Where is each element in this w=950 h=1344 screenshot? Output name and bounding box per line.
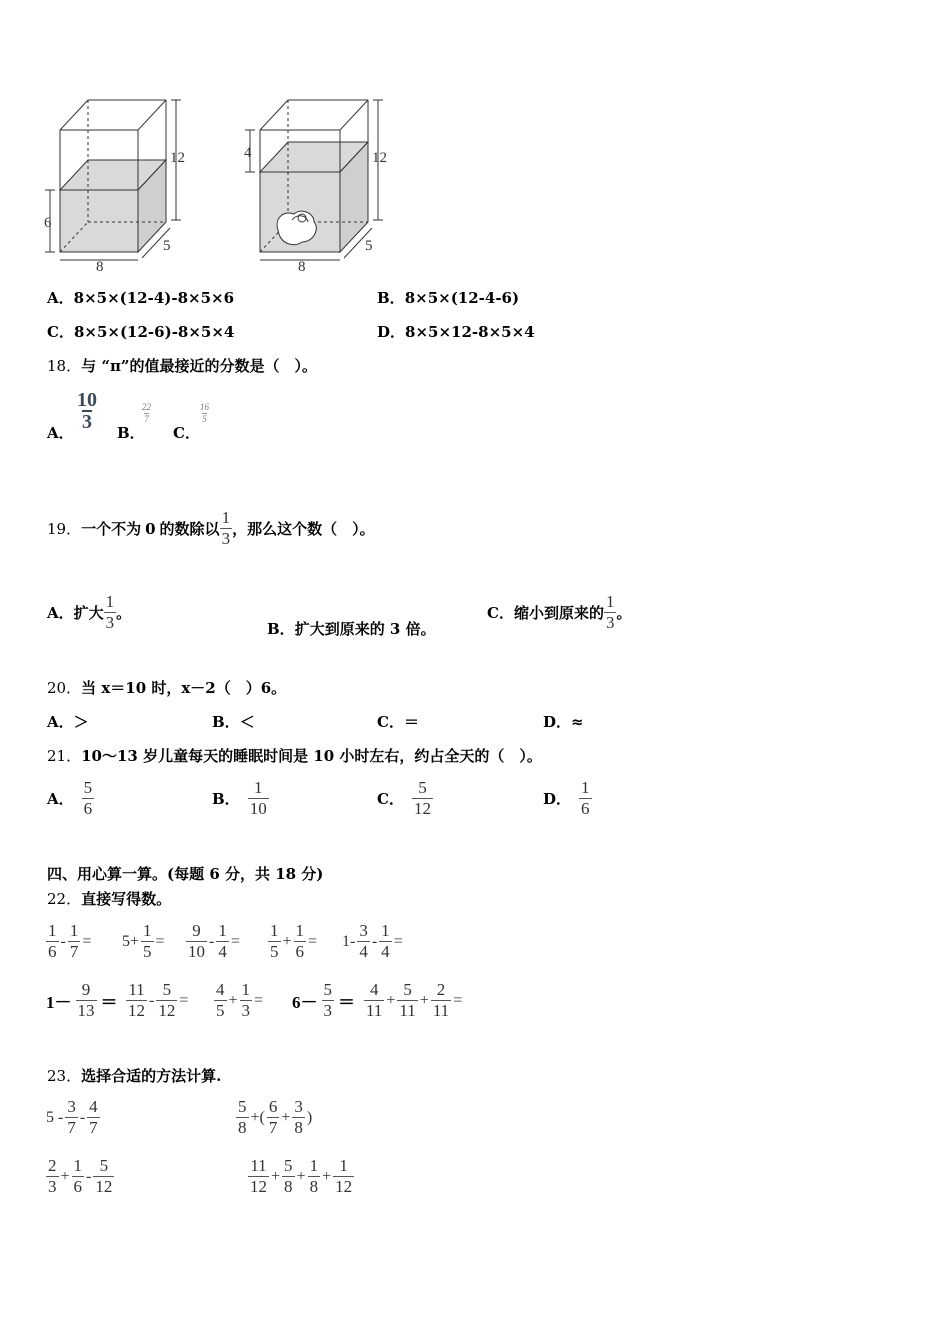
q23-e1-pre: 5 — [46, 1108, 54, 1126]
q22-row1-1-eq: = — [155, 932, 165, 950]
q23-e3-a-n: 2 — [48, 1156, 57, 1175]
q22-row1-1-b-n: 1 — [143, 921, 152, 940]
q21-options-0-den: 6 — [83, 799, 93, 818]
q20-option-c[interactable] — [377, 711, 419, 732]
q23-e2-a-d: 8 — [238, 1118, 247, 1137]
q17-option-c[interactable] — [47, 321, 234, 342]
q17-option-d[interactable] — [377, 321, 535, 342]
q23-e1-a-n: 3 — [67, 1097, 76, 1116]
q18-number: 18． — [47, 357, 82, 375]
q22-row2-4-b-n: 5 — [403, 980, 412, 999]
q22-row2-1-a-d: 12 — [128, 1001, 145, 1020]
q22-row2-1-op: - — [149, 991, 155, 1009]
q19-option-b[interactable] — [267, 618, 436, 639]
q21-number: 21． — [47, 747, 82, 765]
q23-e3-b-d: 6 — [73, 1177, 83, 1196]
q23-e4-op2: + — [296, 1167, 306, 1185]
q22-row2-3-pre: 6－ — [292, 993, 318, 1012]
q23-e3-op2: - — [86, 1167, 92, 1185]
q22-row2-4-a-d: 11 — [366, 1001, 383, 1020]
q20-options-0-letter: A． — [47, 713, 74, 731]
q21-option-d[interactable] — [543, 778, 592, 819]
q19-options-1-text: 扩大到原来的 3 倍。 — [294, 620, 436, 638]
q20-option-d[interactable] — [543, 711, 584, 732]
q22-number: 22． — [47, 890, 82, 908]
q22-row1-0-b-n: 1 — [69, 921, 79, 940]
q23-e1-op1: - — [58, 1108, 64, 1126]
q19-option-a[interactable] — [47, 592, 131, 633]
q22-row1-3-a-d: 5 — [270, 942, 279, 961]
q22-row1-0-b-d: 7 — [69, 942, 79, 961]
q19-options-1-letter: B． — [267, 620, 295, 638]
q18-option-a-fraction — [77, 390, 97, 432]
q22-row2-4-op: + — [386, 991, 396, 1009]
q17-option-a[interactable] — [47, 287, 234, 308]
q22-row1-3-eq: = — [308, 932, 318, 950]
q22-row2-1-b-n: 5 — [162, 980, 172, 999]
q22-row1-item2 — [120, 921, 167, 962]
q18-options-2-letter: C． — [173, 424, 200, 442]
q22-row1-2-op: - — [209, 932, 215, 950]
left-depth-label: 5 — [163, 238, 171, 254]
q22-row1-item4 — [268, 921, 319, 962]
q22-row2-1-b-d: 12 — [158, 1001, 176, 1020]
q19-options-2-den: 3 — [605, 613, 615, 632]
q19-options-0-num: 1 — [105, 592, 115, 611]
q18-options-2-num: 16 — [200, 402, 209, 412]
q22-row2-2-b-n: 1 — [241, 980, 251, 999]
q18-option-b-fraction — [142, 396, 151, 425]
q17-options-3-text: 8×5×12-8×5×4 — [405, 323, 535, 341]
left-cuboid-figure — [40, 90, 200, 275]
q22-row2-4-eq: = — [453, 991, 463, 1009]
q17-options-2-text: 8×5×(12-6)-8×5×4 — [73, 323, 235, 341]
q23-e4-d-d: 12 — [335, 1177, 353, 1196]
q19-frac-num: 1 — [221, 508, 231, 527]
q19-stem-zero: 0 — [145, 519, 156, 538]
q20-options-1-text: ＜ — [239, 713, 255, 731]
q22-row1-item5 — [340, 921, 405, 962]
q17-options-2-letter: C． — [47, 323, 74, 341]
q22-row1-1-pre: 5+ — [122, 932, 140, 950]
q22-question — [47, 888, 171, 909]
q23-e1-b-n: 4 — [89, 1097, 98, 1116]
q23-e2-b-n: 6 — [268, 1097, 278, 1116]
q23-e4-op1: + — [271, 1167, 281, 1185]
q23-number: 23． — [47, 1067, 82, 1085]
q19-options-2-before: 缩小到原来的 — [513, 604, 604, 622]
q19-options-0-before: 扩大 — [73, 604, 104, 622]
q22-row2-0-pre: 1－ — [46, 993, 72, 1012]
right-cuboid-figure — [240, 90, 400, 275]
q22-row1-4-b-d: 4 — [381, 942, 390, 961]
q18-question — [47, 355, 317, 376]
q22-row2-4-c-d: 11 — [432, 1001, 450, 1020]
q22-row2-3-b-d: 3 — [323, 1001, 332, 1020]
q19-stem-fraction — [220, 508, 233, 549]
q18-options-0-den: 3 — [82, 411, 92, 433]
q18-options-0-num: 10 — [77, 389, 97, 411]
q22-row2-1-eq: = — [179, 991, 189, 1009]
q23-e3-op1: + — [60, 1167, 70, 1185]
q17-option-b[interactable] — [377, 287, 519, 308]
q23-e4-b-d: 8 — [284, 1177, 293, 1196]
q21-options-1-num: 1 — [253, 778, 263, 797]
q20-options-3-letter: D． — [543, 713, 572, 731]
q23-e3-c-d: 12 — [95, 1177, 113, 1196]
q22-row1-4-op: - — [371, 932, 378, 950]
q20-option-b[interactable] — [212, 711, 255, 732]
q19-option-c[interactable] — [487, 592, 631, 633]
q22-row1-4-pre: 1- — [342, 932, 356, 950]
q22-row1-3-b-n: 1 — [295, 921, 305, 940]
q19-options-0-letter: A． — [47, 604, 74, 622]
q22-row2-2-a-n: 4 — [216, 980, 225, 999]
q22-row1-3-a-n: 1 — [270, 921, 279, 940]
q18-options-1-num: 22 — [142, 402, 151, 412]
q22-row1-4-b-n: 1 — [381, 921, 390, 940]
q23-e2-op2: + — [281, 1108, 291, 1126]
q22-stem: 直接写得数。 — [81, 890, 172, 908]
q19-options-2-num: 1 — [605, 592, 615, 611]
q21-stem: 10～13 岁儿童每天的睡眠时间是 10 小时左右，约占全天的（ ）。 — [81, 747, 542, 765]
q17-options-1-text: 8×5×(12-4-6) — [404, 289, 520, 307]
q22-row2-item4 — [292, 980, 359, 1021]
q22-row2-2-eq: = — [254, 991, 264, 1009]
q21-options-1-letter: B． — [212, 790, 240, 808]
q21-options-0-letter: A． — [47, 790, 74, 808]
q22-row2-4-b-d: 11 — [399, 1001, 416, 1020]
q21-option-b[interactable] — [212, 778, 269, 819]
q18-stem: 与 “π”的值最接近的分数是（ ）。 — [81, 357, 318, 375]
q18-option-b[interactable] — [117, 422, 145, 443]
q21-options-1-den: 10 — [249, 799, 267, 818]
q22-row2-1-a-n: 11 — [128, 980, 145, 999]
q23-e4-op3: + — [322, 1167, 332, 1185]
q20-number: 20． — [47, 679, 82, 697]
q23-question — [47, 1065, 221, 1086]
q22-row1-0-op: - — [60, 932, 66, 950]
right-width-label: 8 — [298, 259, 306, 275]
left-height-label: 12 — [170, 150, 185, 166]
q22-row1-4-a-n: 3 — [359, 921, 368, 940]
q20-options-1-letter: B． — [212, 713, 240, 731]
q18-options-2-den: 5 — [202, 414, 207, 424]
q21-question — [47, 745, 542, 766]
q22-row2-4-c-n: 2 — [436, 980, 446, 999]
q18-option-c-fraction — [200, 396, 209, 425]
q23-e1-b-d: 7 — [89, 1118, 98, 1137]
q19-stem-after: ，那么这个数（ ）。 — [232, 520, 375, 538]
q21-options-2-den: 12 — [413, 799, 431, 818]
q22-row2-3-eq: ＝ — [338, 993, 355, 1012]
q22-row1-2-a-n: 9 — [192, 921, 201, 940]
q20-options-2-text: ＝ — [403, 713, 419, 731]
right-height-label: 12 — [372, 150, 387, 166]
q23-expression-1 — [46, 1097, 100, 1138]
q22-row1-4-eq: = — [393, 932, 403, 950]
q23-e2-c-d: 8 — [294, 1118, 303, 1137]
right-gap-label: 4 — [244, 145, 252, 161]
q17-options-0-text: 8×5×(12-4)-8×5×6 — [73, 289, 235, 307]
q23-expression-4 — [248, 1156, 354, 1197]
q23-e2-op1: +( — [250, 1108, 265, 1126]
q21-option-a[interactable] — [47, 778, 94, 819]
q23-e4-d-n: 1 — [339, 1156, 348, 1175]
q21-options-2-num: 5 — [418, 778, 427, 797]
q22-row2-3-b-n: 5 — [323, 980, 332, 999]
q23-e4-c-d: 8 — [309, 1177, 319, 1196]
q22-row2-2-b-d: 3 — [241, 1001, 251, 1020]
q21-option-c[interactable] — [377, 778, 433, 819]
q22-row2-0-eq: ＝ — [100, 993, 118, 1012]
q21-options-3-letter: D． — [543, 790, 572, 808]
q19-question — [47, 508, 375, 549]
q23-e3-a-d: 3 — [48, 1177, 57, 1196]
q19-number: 19． — [47, 520, 82, 538]
q22-row2-4-op2: + — [419, 991, 429, 1009]
q23-e1-a-d: 7 — [67, 1118, 76, 1137]
q23-e4-b-n: 5 — [284, 1156, 293, 1175]
q23-e1-op2: - — [79, 1108, 86, 1126]
q20-option-a[interactable] — [47, 711, 89, 732]
q19-frac-den: 3 — [221, 529, 231, 548]
q23-stem: 选择合适的方法计算. — [81, 1067, 222, 1085]
q23-expression-2 — [236, 1097, 314, 1138]
q18-option-c[interactable] — [173, 422, 200, 443]
q18-options-0-letter: A． — [47, 424, 74, 442]
q20-options-0-text: ＞ — [73, 713, 89, 731]
q22-row2-item5 — [364, 980, 464, 1021]
q22-row1-0-a-n: 1 — [48, 921, 57, 940]
q22-row1-2-b-n: 1 — [218, 921, 227, 940]
q23-e4-c-n: 1 — [309, 1156, 319, 1175]
right-depth-label: 5 — [365, 238, 373, 254]
q23-e2-c-n: 3 — [294, 1097, 303, 1116]
q22-row2-0-b-n: 9 — [81, 980, 91, 999]
q22-row2-2-a-d: 5 — [216, 1001, 225, 1020]
q23-e2-b-d: 7 — [268, 1118, 278, 1137]
q23-e3-b-n: 1 — [73, 1156, 83, 1175]
q22-row1-item1 — [46, 921, 93, 962]
q22-row2-item1 — [46, 980, 122, 1021]
section-4-title: 四、用心算一算。(每题 6 分，共 18 分) — [47, 865, 324, 883]
q23-e4-a-n: 11 — [250, 1156, 267, 1175]
q22-row1-3-b-d: 6 — [295, 942, 305, 961]
q17-options-3-letter: D． — [377, 323, 406, 341]
q23-e3-c-n: 5 — [99, 1156, 109, 1175]
q19-options-0-after: 。 — [116, 604, 132, 622]
q17-options-0-letter: A． — [47, 289, 74, 307]
q22-row2-item2 — [126, 980, 190, 1021]
q23-e2-close: ) — [306, 1108, 313, 1126]
q22-row1-4-a-d: 4 — [359, 942, 368, 961]
q21-options-3-den: 6 — [581, 799, 590, 818]
q19-stem-mid: 的数除以 — [159, 520, 220, 538]
q22-row1-1-b-d: 5 — [143, 942, 152, 961]
stone-icon — [277, 211, 316, 245]
q22-row2-2-op: + — [228, 991, 238, 1009]
left-water-label: 6 — [44, 215, 52, 231]
q20-options-3-text: ≈ — [571, 713, 584, 731]
q22-row1-2-eq: = — [230, 932, 240, 950]
q21-options-2-letter: C． — [377, 790, 404, 808]
q18-option-a[interactable] — [47, 422, 74, 443]
q22-row1-3-op: + — [282, 932, 292, 950]
q22-row1-0-eq: = — [82, 932, 92, 950]
q17-options-1-letter: B． — [377, 289, 405, 307]
left-width-label: 8 — [96, 259, 104, 275]
q19-options-0-den: 3 — [105, 613, 115, 632]
q20-options-2-letter: C． — [377, 713, 404, 731]
q21-options-3-num: 1 — [581, 778, 590, 797]
q21-options-0-num: 5 — [83, 778, 93, 797]
q22-row2-0-b-d: 13 — [77, 1001, 95, 1020]
q19-stem-before: 一个不为 — [81, 520, 142, 538]
q19-options-2-letter: C． — [487, 604, 514, 622]
q23-e2-a-n: 5 — [238, 1097, 247, 1116]
q20-question — [47, 677, 286, 698]
q20-stem: 当 x＝10 时，x－2（ ）6。 — [81, 679, 287, 697]
q23-expression-3 — [46, 1156, 114, 1197]
q22-row2-item3 — [214, 980, 265, 1021]
q22-row1-0-a-d: 6 — [48, 942, 57, 961]
q19-options-2-after: 。 — [616, 604, 632, 622]
q18-options-1-den: 7 — [144, 414, 149, 424]
q22-row2-4-a-n: 4 — [369, 980, 379, 999]
q18-options-1-letter: B． — [117, 424, 145, 442]
q23-e4-a-d: 12 — [250, 1177, 267, 1196]
q22-row1-2-b-d: 4 — [218, 942, 227, 961]
q22-row1-2-a-d: 10 — [188, 942, 205, 961]
q22-row1-item3 — [186, 921, 242, 962]
